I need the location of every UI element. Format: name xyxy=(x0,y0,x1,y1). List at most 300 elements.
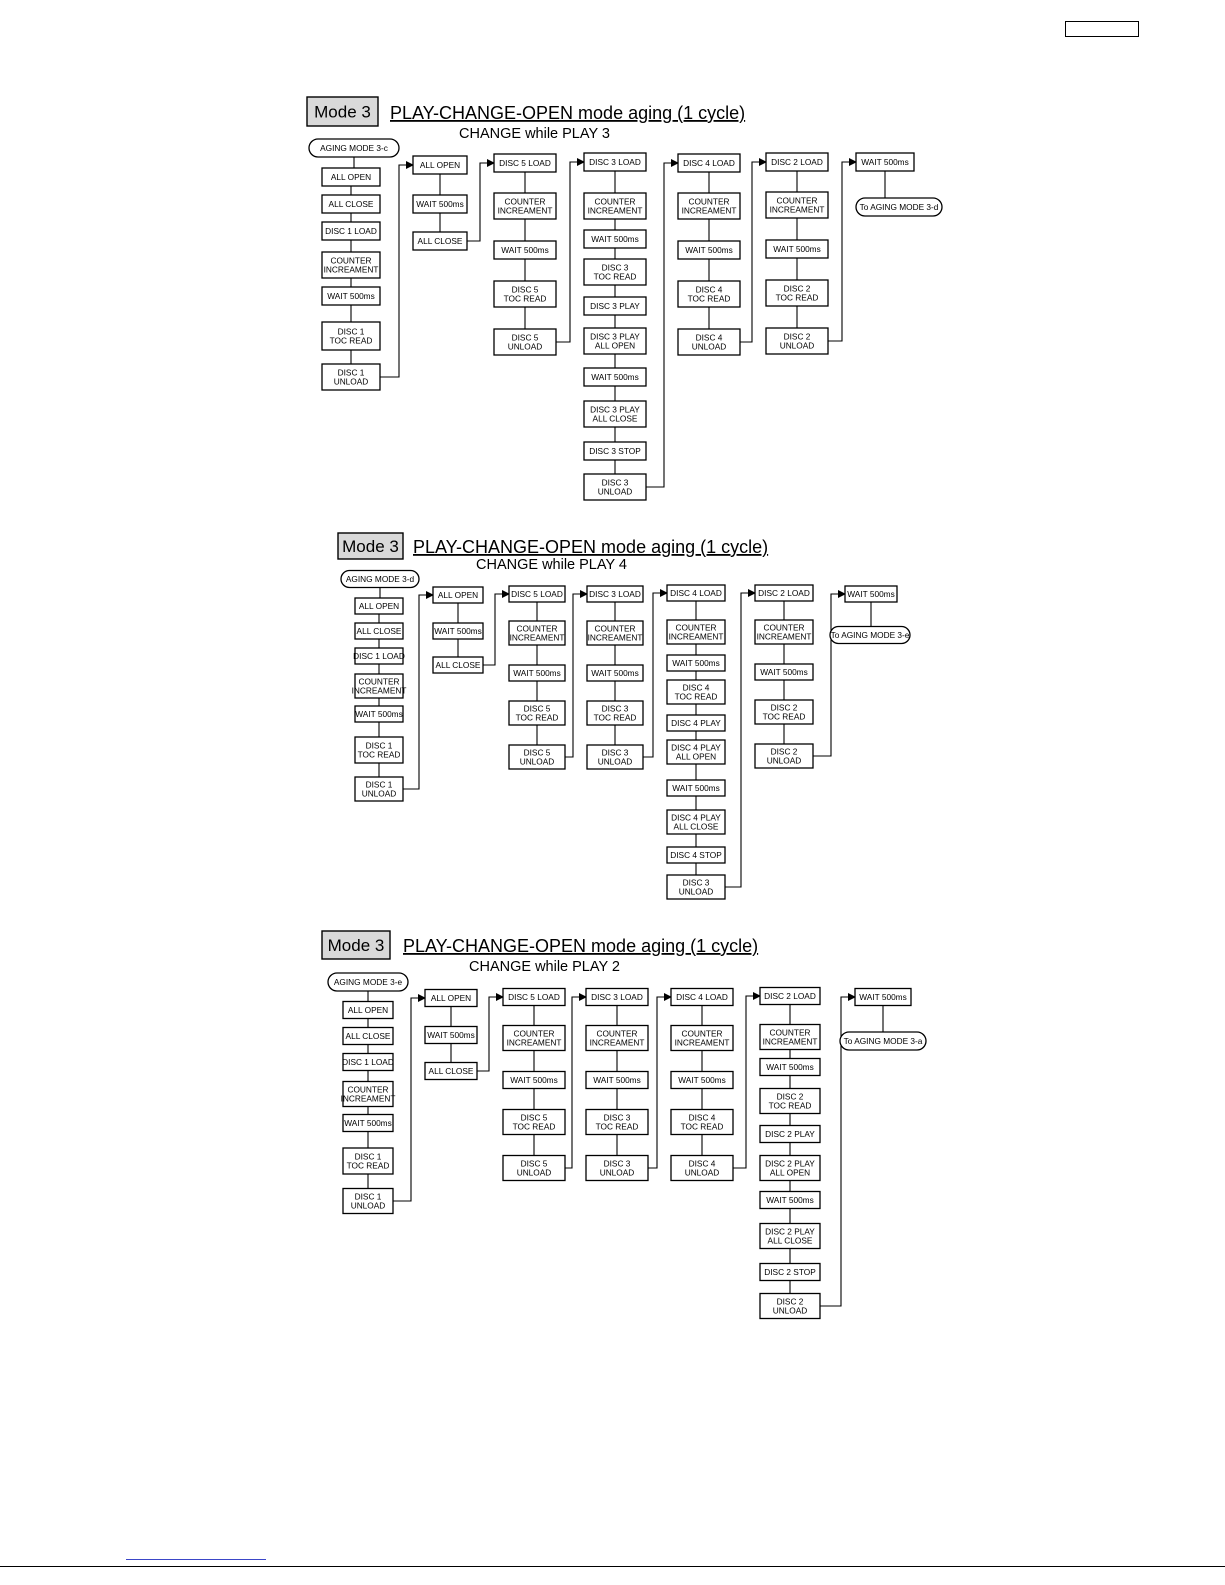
flowchart-3-title: PLAY-CHANGE-OPEN mode aging (1 cycle) xyxy=(403,936,759,956)
flowchart-2-step-wait-500ms xyxy=(433,623,483,639)
flowchart-1-step-wait-500ms-label: WAIT 500ms xyxy=(591,234,639,244)
flowchart-1-step-counter-increament xyxy=(766,192,828,218)
flowchart-2-step-disc-4-play xyxy=(667,715,725,731)
flowchart-1-step-disc-1-unload xyxy=(322,364,380,390)
flowchart-3-step-disc-3-unload-label-line-2: UNLOAD xyxy=(599,1167,635,1178)
flowchart-3-step-all-open xyxy=(343,1002,393,1019)
flowchart-2-step-disc-5-toc-read-label-line-2: TOC READ xyxy=(515,712,559,723)
flowchart-1-step-disc-4-unload xyxy=(678,329,740,355)
flowchart-3-step-disc-2-toc-read xyxy=(760,1089,820,1114)
flowchart-2-step-disc-4-play-all-close-label-line-2: ALL CLOSE xyxy=(673,821,719,832)
flowchart-1-step-disc-3-toc-read-label-line-2: TOC READ xyxy=(593,271,637,282)
flowchart-1-step-disc-3-play-all-open xyxy=(584,328,646,354)
flowchart-3-step-disc-2-unload-label-line-2: UNLOAD xyxy=(772,1305,808,1316)
flowchart-2-step-disc-2-unload-label-line-1: DISC 2 xyxy=(770,746,798,757)
flowchart-3-step-disc-1-toc-read xyxy=(343,1148,393,1174)
flowchart-2-step-wait-500ms xyxy=(667,655,725,671)
flowchart-1-step-all-open-label: ALL OPEN xyxy=(330,172,372,182)
flowchart-1-subtitle: CHANGE while PLAY 3 xyxy=(459,126,610,142)
flowchart-3-column-link-arrow xyxy=(648,997,671,1168)
flowchart-1-step-all-close xyxy=(413,232,467,250)
flowchart-2-step-disc-3-toc-read-label-line-2: TOC READ xyxy=(593,712,637,723)
flowchart-2-step-all-close xyxy=(355,623,403,639)
flowchart-1-column-link-arrow xyxy=(556,162,584,342)
flowchart-1-step-disc-1-unload-label-line-1: DISC 1 xyxy=(337,367,365,378)
flowchart-3-step-wait-500ms-label: WAIT 500ms xyxy=(344,1118,392,1128)
flowchart-2-start-terminal-label: AGING MODE 3-d xyxy=(345,574,415,584)
flowchart-2-step-wait-500ms xyxy=(845,586,897,602)
flowchart-2-step-counter-increament-label-line-2: INCREAMENT xyxy=(351,685,407,696)
flowchart-2-step-disc-3-unload-label-line-1: DISC 3 xyxy=(601,747,629,758)
flowchart-1-step-disc-5-toc-read-label-line-1: DISC 5 xyxy=(511,284,539,295)
flowchart-2-step-disc-2-load xyxy=(755,585,813,601)
flowchart-3-step-wait-500ms-label: WAIT 500ms xyxy=(766,1195,814,1205)
flowchart-3-subtitle: CHANGE while PLAY 2 xyxy=(469,959,620,975)
flowchart-1-step-counter-increament xyxy=(584,193,646,219)
flowchart-2-step-disc-2-toc-read-label-line-2: TOC READ xyxy=(762,711,806,722)
flowchart-3-step-disc-2-toc-read-label-line-1: DISC 2 xyxy=(776,1091,804,1102)
flowchart-2-step-wait-500ms xyxy=(755,664,813,680)
footer-link-underline xyxy=(126,1559,266,1560)
flowchart-3-step-wait-500ms xyxy=(503,1072,565,1089)
flowchart-1-step-counter-increament-label-line-1: COUNTER xyxy=(688,196,730,207)
flowchart-1-step-disc-2-unload-label-line-2: UNLOAD xyxy=(779,340,815,351)
flowchart-2-end-terminal xyxy=(830,627,910,644)
flowchart-3-step-disc-2-play-all-open xyxy=(760,1156,820,1181)
flowchart-3-step-counter-increament-label-line-2: INCREAMENT xyxy=(589,1037,645,1048)
flowchart-3-step-disc-1-unload-label-line-1: DISC 1 xyxy=(354,1191,382,1202)
flowchart-3-step-disc-2-unload xyxy=(760,1294,820,1319)
flowchart-3-mode-label: Mode 3 xyxy=(327,936,385,955)
flowchart-3-step-counter-increament-label-line-2: INCREAMENT xyxy=(762,1036,818,1047)
flowchart-1-step-wait-500ms xyxy=(584,368,646,386)
flowchart-3-step-disc-3-load-label: DISC 3 LOAD xyxy=(591,992,643,1002)
flowchart-2-step-disc-1-toc-read-label-line-2: TOC READ xyxy=(357,749,401,760)
flowchart-1-step-disc-2-unload xyxy=(766,328,828,354)
flowchart-1-start-terminal-label: AGING MODE 3-c xyxy=(320,143,388,153)
flowchart-3-end-terminal-label: To AGING MODE 3-a xyxy=(843,1036,923,1046)
flowchart-3-step-disc-5-toc-read xyxy=(503,1110,565,1135)
flowchart-1-column-link-arrow xyxy=(467,163,494,241)
flowchart-1-step-disc-3-play-label: DISC 3 PLAY xyxy=(590,301,640,311)
flowchart-3-step-counter-increament-label-line-1: COUNTER xyxy=(513,1028,555,1039)
flowchart-1-step-disc-2-unload-label-line-1: DISC 2 xyxy=(783,331,811,342)
flowchart-1-step-counter-increament-label-line-1: COUNTER xyxy=(504,196,546,207)
flowchart-3-step-disc-4-load-label: DISC 4 LOAD xyxy=(676,992,728,1002)
flowchart-3-step-all-open-label: ALL OPEN xyxy=(347,1005,389,1015)
flowchart-3-step-wait-500ms xyxy=(671,1072,733,1089)
flowchart-1-step-disc-1-toc-read-label-line-1: DISC 1 xyxy=(337,326,365,337)
flowchart-1-column-link-arrow xyxy=(380,165,413,377)
flowchart-2-step-disc-4-load xyxy=(667,585,725,601)
flowchart-3-step-disc-5-toc-read-label-line-2: TOC READ xyxy=(512,1121,556,1132)
flowchart-2-step-disc-4-play-all-open-label-line-1: DISC 4 PLAY xyxy=(671,742,721,753)
flowchart-2-step-all-open xyxy=(433,587,483,603)
flowchart-2-step-disc-4-play-all-close xyxy=(667,810,725,834)
flowchart-2-step-counter-increament xyxy=(509,621,565,645)
flowchart-1-step-disc-4-unload-label-line-2: UNLOAD xyxy=(691,341,727,352)
flowchart-1-step-all-close-label: ALL CLOSE xyxy=(417,236,463,246)
flowchart-2-step-wait-500ms-label: WAIT 500ms xyxy=(847,589,895,599)
flowchart-2-step-counter-increament-label-line-2: INCREAMENT xyxy=(509,632,565,643)
flowchart-1-step-wait-500ms xyxy=(584,230,646,248)
flowchart-2-step-disc-2-unload xyxy=(755,744,813,768)
flowchart-2-step-disc-4-stop-label: DISC 4 STOP xyxy=(670,850,722,860)
flowchart-2-column-link-arrow xyxy=(403,595,433,789)
flowchart-1-mode-badge xyxy=(307,97,378,126)
flowchart-1-step-disc-3-play-all-close xyxy=(584,401,646,427)
flowchart-3-step-disc-2-unload-label-line-1: DISC 2 xyxy=(776,1296,804,1307)
flowchart-2-step-counter-increament-label-line-2: INCREAMENT xyxy=(756,631,812,642)
flowchart-1-step-wait-500ms xyxy=(678,241,740,259)
flowchart-2-step-disc-3-unload-label-line-2: UNLOAD xyxy=(678,886,714,897)
flowchart-2-step-disc-4-toc-read xyxy=(667,680,725,704)
flowchart-1-step-wait-500ms xyxy=(322,287,380,305)
flowchart-1-step-wait-500ms xyxy=(856,153,914,171)
flowchart-3-step-counter-increament xyxy=(503,1026,565,1051)
footer-rule xyxy=(0,1566,1225,1567)
flowchart-2-step-disc-1-load-label: DISC 1 LOAD xyxy=(353,651,405,661)
flowchart-2-step-counter-increament xyxy=(667,620,725,644)
flowchart-2-step-wait-500ms-label: WAIT 500ms xyxy=(355,709,403,719)
flowchart-3-step-counter-increament-label-line-2: INCREAMENT xyxy=(506,1037,562,1048)
flowchart-2-column-link-arrow xyxy=(565,594,587,757)
flowchart-3-step-disc-5-load-label: DISC 5 LOAD xyxy=(508,992,560,1002)
flowchart-1-step-disc-3-load-label: DISC 3 LOAD xyxy=(589,157,641,167)
flowchart-3-step-wait-500ms-label: WAIT 500ms xyxy=(427,1030,475,1040)
flowchart-3-step-counter-increament-label-line-2: INCREAMENT xyxy=(340,1093,396,1104)
flowchart-1-step-all-open xyxy=(413,156,467,174)
flowchart-1-step-disc-3-toc-read-label-line-1: DISC 3 xyxy=(601,262,629,273)
flowchart-2-step-disc-2-unload-label-line-2: UNLOAD xyxy=(766,755,802,766)
flowchart-3-step-disc-2-load-label: DISC 2 LOAD xyxy=(764,991,816,1001)
flowchart-1-step-wait-500ms-label: WAIT 500ms xyxy=(861,157,909,167)
flowchart-1-step-disc-3-unload-label-line-2: UNLOAD xyxy=(597,486,633,497)
flowchart-1-step-wait-500ms-label: WAIT 500ms xyxy=(501,245,549,255)
flowchart-3-step-wait-500ms-label: WAIT 500ms xyxy=(593,1075,641,1085)
flowchart-2-step-disc-2-toc-read xyxy=(755,700,813,724)
flowchart-3-start-terminal-label: AGING MODE 3-e xyxy=(333,977,403,987)
flowchart-1-step-all-close-label: ALL CLOSE xyxy=(328,199,374,209)
flowchart-1-step-disc-3-stop-label: DISC 3 STOP xyxy=(589,446,641,456)
flowchart-2-step-wait-500ms-label: WAIT 500ms xyxy=(760,667,808,677)
flowchart-1-step-disc-5-unload-label-line-2: UNLOAD xyxy=(507,341,543,352)
flowchart-2-step-wait-500ms-label: WAIT 500ms xyxy=(591,668,639,678)
flowchart-3-step-disc-4-unload-label-line-2: UNLOAD xyxy=(684,1167,720,1178)
flowchart-1-step-wait-500ms-label: WAIT 500ms xyxy=(685,245,733,255)
flowchart-2-step-disc-1-toc-read-label-line-1: DISC 1 xyxy=(365,740,393,751)
flowchart-2-step-all-open-label: ALL OPEN xyxy=(358,601,400,611)
flowchart-2-step-all-open xyxy=(355,598,403,614)
flowchart-2-column-link-arrow xyxy=(813,594,845,756)
flowchart-1-step-counter-increament-label-line-1: COUNTER xyxy=(330,255,372,266)
flowchart-1-step-wait-500ms xyxy=(766,240,828,258)
flowchart-3-step-counter-increament-label-line-1: COUNTER xyxy=(347,1084,389,1095)
flowchart-3-step-disc-4-load xyxy=(671,989,733,1006)
flowchart-2-step-disc-1-load xyxy=(353,648,405,664)
flowchart-3-step-disc-3-toc-read-label-line-1: DISC 3 xyxy=(603,1112,631,1123)
flowchart-1-step-disc-1-toc-read xyxy=(322,322,380,350)
flowchart-1-step-disc-4-load xyxy=(678,154,740,172)
flowchart-1-step-counter-increament-label-line-2: INCREAMENT xyxy=(587,205,643,216)
flowchart-3-step-all-close xyxy=(343,1028,393,1045)
flowchart-3-step-wait-500ms-label: WAIT 500ms xyxy=(766,1062,814,1072)
flowchart-1-step-disc-5-load xyxy=(494,154,556,172)
flowchart-3-step-disc-4-unload-label-line-1: DISC 4 xyxy=(688,1158,716,1169)
flowchart-2-step-disc-5-unload-label-line-1: DISC 5 xyxy=(523,747,551,758)
flowchart-3-step-disc-4-toc-read-label-line-2: TOC READ xyxy=(680,1121,724,1132)
flowchart-3-column-link-arrow xyxy=(565,997,586,1168)
flowchart-2-title: PLAY-CHANGE-OPEN mode aging (1 cycle) xyxy=(413,537,769,557)
flowchart-3-step-counter-increament-label-line-1: COUNTER xyxy=(596,1028,638,1039)
flowchart-2-step-disc-4-play-all-close-label-line-1: DISC 4 PLAY xyxy=(671,812,721,823)
flowchart-2-step-all-close xyxy=(433,657,483,673)
flowchart-2-step-counter-increament-label-line-1: COUNTER xyxy=(675,622,717,633)
flowchart-3-start-terminal xyxy=(328,973,408,991)
flowchart-3-step-disc-4-unload xyxy=(671,1156,733,1181)
flowchart-1-step-counter-increament xyxy=(322,252,380,278)
flowchart-3-step-disc-3-unload xyxy=(586,1156,648,1181)
flowchart-3-column-link-arrow xyxy=(733,996,760,1168)
flowchart-1-step-wait-500ms-label: WAIT 500ms xyxy=(773,244,821,254)
flowchart-2-step-disc-4-play-all-open-label-line-2: ALL OPEN xyxy=(675,751,717,762)
flowchart-2-step-disc-1-unload xyxy=(355,777,403,801)
flowchart-3-step-all-open xyxy=(425,990,477,1007)
flowchart-1-step-counter-increament-label-line-2: INCREAMENT xyxy=(681,205,737,216)
flowchart-1-step-counter-increament xyxy=(494,193,556,219)
flowchart-2-start-terminal xyxy=(341,571,419,588)
flowchart-2-step-wait-500ms-label: WAIT 500ms xyxy=(672,783,720,793)
flowchart-3-step-disc-2-stop xyxy=(760,1264,820,1281)
flowchart-2-step-disc-5-toc-read xyxy=(509,701,565,725)
flowchart-3-step-disc-4-toc-read-label-line-1: DISC 4 xyxy=(688,1112,716,1123)
flowchart-2-step-disc-5-unload xyxy=(509,745,565,769)
flowchart-1-end-terminal xyxy=(856,198,942,216)
flowchart-1-step-disc-4-toc-read xyxy=(678,281,740,307)
flowchart-1-end-terminal-label: To AGING MODE 3-d xyxy=(859,202,939,212)
flowchart-1-step-counter-increament-label-line-2: INCREAMENT xyxy=(323,264,379,275)
flowchart-3-step-counter-increament-label-line-1: COUNTER xyxy=(769,1027,811,1038)
flowchart-1-step-disc-3-play-all-open-label-line-2: ALL OPEN xyxy=(594,340,636,351)
flowchart-1-step-disc-2-toc-read-label-line-2: TOC READ xyxy=(775,292,819,303)
flowchart-2-step-all-open-label: ALL OPEN xyxy=(437,590,479,600)
flowchart-1-step-disc-2-load xyxy=(766,153,828,171)
flowchart-3-step-disc-2-play-label: DISC 2 PLAY xyxy=(765,1129,815,1139)
flowchart-3-step-counter-increament xyxy=(760,1025,820,1050)
flowchart-2-step-counter-increament-label-line-1: COUNTER xyxy=(358,676,400,687)
flowchart-3-end-terminal xyxy=(840,1032,926,1050)
flowchart-1-step-disc-4-toc-read-label-line-1: DISC 4 xyxy=(695,284,723,295)
flowchart-3-step-disc-2-play-all-close-label-line-1: DISC 2 PLAY xyxy=(765,1226,815,1237)
flowchart-2-step-disc-3-load xyxy=(587,586,643,602)
flowchart-3-step-disc-5-unload-label-line-1: DISC 5 xyxy=(520,1158,548,1169)
flowchart-2-step-disc-2-toc-read-label-line-1: DISC 2 xyxy=(770,702,798,713)
flowchart-3-step-disc-2-toc-read-label-line-2: TOC READ xyxy=(768,1100,812,1111)
flowchart-3-step-counter-increament-label-line-2: INCREAMENT xyxy=(674,1037,730,1048)
flowchart-1-step-disc-2-toc-read-label-line-1: DISC 2 xyxy=(783,283,811,294)
flowchart-3-step-counter-increament xyxy=(671,1026,733,1051)
flowchart-3-step-all-close xyxy=(425,1063,477,1080)
flowchart-1-step-disc-5-toc-read xyxy=(494,281,556,307)
flowchart-2-step-disc-4-load-label: DISC 4 LOAD xyxy=(670,588,722,598)
flowchart-1-step-disc-2-load-label: DISC 2 LOAD xyxy=(771,157,823,167)
flowchart-2-step-wait-500ms-label: WAIT 500ms xyxy=(672,658,720,668)
flowchart-3-step-disc-1-unload-label-line-2: UNLOAD xyxy=(350,1200,386,1211)
flowchart-3-step-wait-500ms xyxy=(425,1027,477,1044)
flowchart-2-step-disc-3-unload-label-line-1: DISC 3 xyxy=(682,877,710,888)
flowchart-1-column-link-arrow xyxy=(740,162,766,342)
flowchart-2-step-disc-2-load-label: DISC 2 LOAD xyxy=(758,588,810,598)
flowchart-3-step-counter-increament-label-line-1: COUNTER xyxy=(681,1028,723,1039)
flowchart-1-step-counter-increament-label-line-1: COUNTER xyxy=(776,195,818,206)
flowchart-3-step-disc-2-play-all-close xyxy=(760,1224,820,1249)
flowchart-1-step-disc-4-toc-read-label-line-2: TOC READ xyxy=(687,293,731,304)
flowchart-2-step-counter-increament-label-line-1: COUNTER xyxy=(763,622,805,633)
flowchart-3-step-disc-1-load-label: DISC 1 LOAD xyxy=(342,1057,394,1067)
flowchart-1-step-counter-increament-label-line-2: INCREAMENT xyxy=(497,205,553,216)
flowchart-3-step-all-close-label: ALL CLOSE xyxy=(428,1066,474,1076)
flowchart-2-column-link-arrow xyxy=(483,594,509,665)
flowchart-2-step-disc-5-load xyxy=(509,586,565,602)
flowchart-2-step-disc-4-toc-read-label-line-1: DISC 4 xyxy=(682,682,710,693)
flowchart-3-step-disc-5-toc-read-label-line-1: DISC 5 xyxy=(520,1112,548,1123)
flowchart-2-step-counter-increament-label-line-2: INCREAMENT xyxy=(668,631,724,642)
flowchart-2-step-disc-1-unload-label-line-1: DISC 1 xyxy=(365,779,393,790)
flowchart-1-step-disc-5-toc-read-label-line-2: TOC READ xyxy=(503,293,547,304)
flowchart-3-step-disc-2-play-all-open-label-line-1: DISC 2 PLAY xyxy=(765,1158,815,1169)
flowchart-2-step-wait-500ms xyxy=(355,706,403,722)
flowchart-3-column-link-arrow xyxy=(477,997,503,1071)
flowchart-3-step-wait-500ms xyxy=(586,1072,648,1089)
flowchart-1-step-disc-3-play-all-open-label-line-1: DISC 3 PLAY xyxy=(590,331,640,342)
flowchart-1-step-counter-increament xyxy=(678,193,740,219)
flowchart-3-step-disc-3-load xyxy=(586,989,648,1006)
flowchart-2-step-counter-increament-label-line-1: COUNTER xyxy=(516,623,558,634)
flowchart-2-mode-badge xyxy=(338,533,403,559)
flowchart-1-step-disc-5-load-label: DISC 5 LOAD xyxy=(499,158,551,168)
flowchart-2-step-all-close-label: ALL CLOSE xyxy=(435,660,481,670)
flowchart-2-step-disc-4-play-label: DISC 4 PLAY xyxy=(671,718,721,728)
flowchart-2-step-disc-5-unload-label-line-2: UNLOAD xyxy=(519,756,555,767)
flowchart-3-step-disc-1-toc-read-label-line-2: TOC READ xyxy=(346,1160,390,1171)
flowchart-2-step-disc-3-toc-read xyxy=(587,701,643,725)
flowchart-2-step-disc-5-toc-read-label-line-1: DISC 5 xyxy=(523,703,551,714)
flowchart-2-step-disc-4-stop xyxy=(667,847,725,863)
flowchart-1-step-wait-500ms xyxy=(413,195,467,213)
flowchart-1-step-disc-3-unload xyxy=(584,474,646,500)
flowchart-2-mode-label: Mode 3 xyxy=(342,537,399,556)
flowchart-2-column-link-arrow xyxy=(725,593,755,887)
flowchart-2-step-counter-increament-label-line-1: COUNTER xyxy=(594,623,636,634)
flowchart-3-step-wait-500ms xyxy=(343,1115,393,1132)
flowchart-3-step-all-close-label: ALL CLOSE xyxy=(345,1031,391,1041)
flowchart-1-step-disc-3-play-all-close-label-line-1: DISC 3 PLAY xyxy=(590,404,640,415)
flowchart-2-end-terminal-label: To AGING MODE 3-e xyxy=(830,630,910,640)
flowchart-1-start-terminal xyxy=(309,139,399,157)
flowchart-1-title: PLAY-CHANGE-OPEN mode aging (1 cycle) xyxy=(390,103,746,123)
flowchart-1-column-link-arrow xyxy=(828,162,856,341)
flowchart-3-step-wait-500ms xyxy=(760,1059,820,1076)
flowchart-3-step-disc-4-toc-read xyxy=(671,1110,733,1135)
flowchart-2-step-disc-3-toc-read-label-line-1: DISC 3 xyxy=(601,703,629,714)
flowchart-3-step-counter-increament xyxy=(341,1082,396,1107)
flowchart-1-step-disc-1-load-label: DISC 1 LOAD xyxy=(325,226,377,236)
flowchart-2-step-wait-500ms xyxy=(587,665,643,681)
flowchart-2-step-wait-500ms-label: WAIT 500ms xyxy=(434,626,482,636)
flowchart-2-step-disc-1-toc-read xyxy=(355,737,403,763)
flowchart-1-step-all-close xyxy=(322,195,380,213)
flowchart-1-step-counter-increament-label-line-2: INCREAMENT xyxy=(769,204,825,215)
flowchart-2-column-link-arrow xyxy=(643,593,667,757)
flowchart-3-step-disc-1-unload xyxy=(343,1189,393,1214)
flowchart-1-step-wait-500ms xyxy=(494,241,556,259)
flowchart-1-step-all-open xyxy=(322,168,380,186)
flowchart-1-step-disc-5-unload-label-line-1: DISC 5 xyxy=(511,332,539,343)
flowchart-1-step-wait-500ms-label: WAIT 500ms xyxy=(416,199,464,209)
flowchart-3-step-wait-500ms xyxy=(855,989,911,1006)
flowchart-2-step-disc-3-unload xyxy=(587,745,643,769)
flowchart-1-step-disc-3-play xyxy=(584,297,646,315)
flowchart-3-step-wait-500ms-label: WAIT 500ms xyxy=(859,992,907,1002)
flowchart-1-step-all-open-label: ALL OPEN xyxy=(419,160,461,170)
flowchart-3-step-disc-2-load xyxy=(760,988,820,1005)
flowchart-3-step-disc-5-unload xyxy=(503,1156,565,1181)
flowchart-1-step-disc-1-toc-read-label-line-2: TOC READ xyxy=(329,335,373,346)
flowchart-3-step-disc-5-load xyxy=(503,989,565,1006)
flowchart-3-step-wait-500ms xyxy=(760,1192,820,1209)
flowchart-2-step-wait-500ms-label: WAIT 500ms xyxy=(513,668,561,678)
flowchart-1-step-counter-increament-label-line-1: COUNTER xyxy=(594,196,636,207)
flowchart-1-column-link-arrow xyxy=(646,163,678,487)
flowchart-3-mode-badge xyxy=(322,931,390,959)
flowchart-2-step-disc-3-load-label: DISC 3 LOAD xyxy=(589,589,641,599)
flowchart-3-step-disc-3-toc-read xyxy=(586,1110,648,1135)
flowchart-2-step-disc-3-unload xyxy=(667,875,725,899)
flowchart-3-step-disc-5-unload-label-line-2: UNLOAD xyxy=(516,1167,552,1178)
flowchart-2-step-disc-5-load-label: DISC 5 LOAD xyxy=(511,589,563,599)
flowchart-1-step-disc-3-stop xyxy=(584,442,646,460)
flowchart-2-step-disc-4-play-all-open xyxy=(667,740,725,764)
flowchart-2-step-disc-3-unload-label-line-2: UNLOAD xyxy=(597,756,633,767)
flowchart-3-step-disc-1-toc-read-label-line-1: DISC 1 xyxy=(354,1151,382,1162)
flowchart-1-step-disc-3-unload-label-line-1: DISC 3 xyxy=(601,477,629,488)
flowchart-1-step-disc-3-toc-read xyxy=(584,259,646,285)
flowchart-2-step-wait-500ms xyxy=(509,665,565,681)
flowchart-1-step-disc-4-unload-label-line-1: DISC 4 xyxy=(695,332,723,343)
flowchart-3-step-disc-3-toc-read-label-line-2: TOC READ xyxy=(595,1121,639,1132)
flowchart-2-step-counter-increament xyxy=(587,621,643,645)
flowchart-1-step-wait-500ms-label: WAIT 500ms xyxy=(591,372,639,382)
flowchart-3-step-disc-1-load xyxy=(342,1054,394,1071)
flowchart-3-step-wait-500ms-label: WAIT 500ms xyxy=(678,1075,726,1085)
flowchart-3-step-counter-increament xyxy=(586,1026,648,1051)
flowchart-1-step-disc-4-load-label: DISC 4 LOAD xyxy=(683,158,735,168)
flowchart-2-step-wait-500ms xyxy=(667,780,725,796)
flowchart-2-step-counter-increament xyxy=(352,674,407,698)
flowchart-3-step-disc-2-stop-label: DISC 2 STOP xyxy=(764,1267,816,1277)
flowchart-1-step-disc-1-unload-label-line-2: UNLOAD xyxy=(333,376,369,387)
flowchart-1-step-disc-2-toc-read xyxy=(766,280,828,306)
flowchart-1-mode-label: Mode 3 xyxy=(314,102,371,122)
flowchart-2-step-counter-increament xyxy=(755,620,813,644)
flowchart-1-step-disc-3-play-all-close-label-line-2: ALL CLOSE xyxy=(592,413,638,424)
flowchart-2-step-disc-1-unload-label-line-2: UNLOAD xyxy=(361,788,397,799)
flowchart-3-step-disc-2-play-all-close-label-line-2: ALL CLOSE xyxy=(767,1235,813,1246)
flowchart-3-column-link-arrow xyxy=(393,998,425,1201)
flowchart-1-step-disc-1-load xyxy=(322,222,380,240)
flowchart-3-step-disc-2-play-all-open-label-line-2: ALL OPEN xyxy=(769,1167,811,1178)
flowchart-3-step-all-open-label: ALL OPEN xyxy=(430,993,472,1003)
